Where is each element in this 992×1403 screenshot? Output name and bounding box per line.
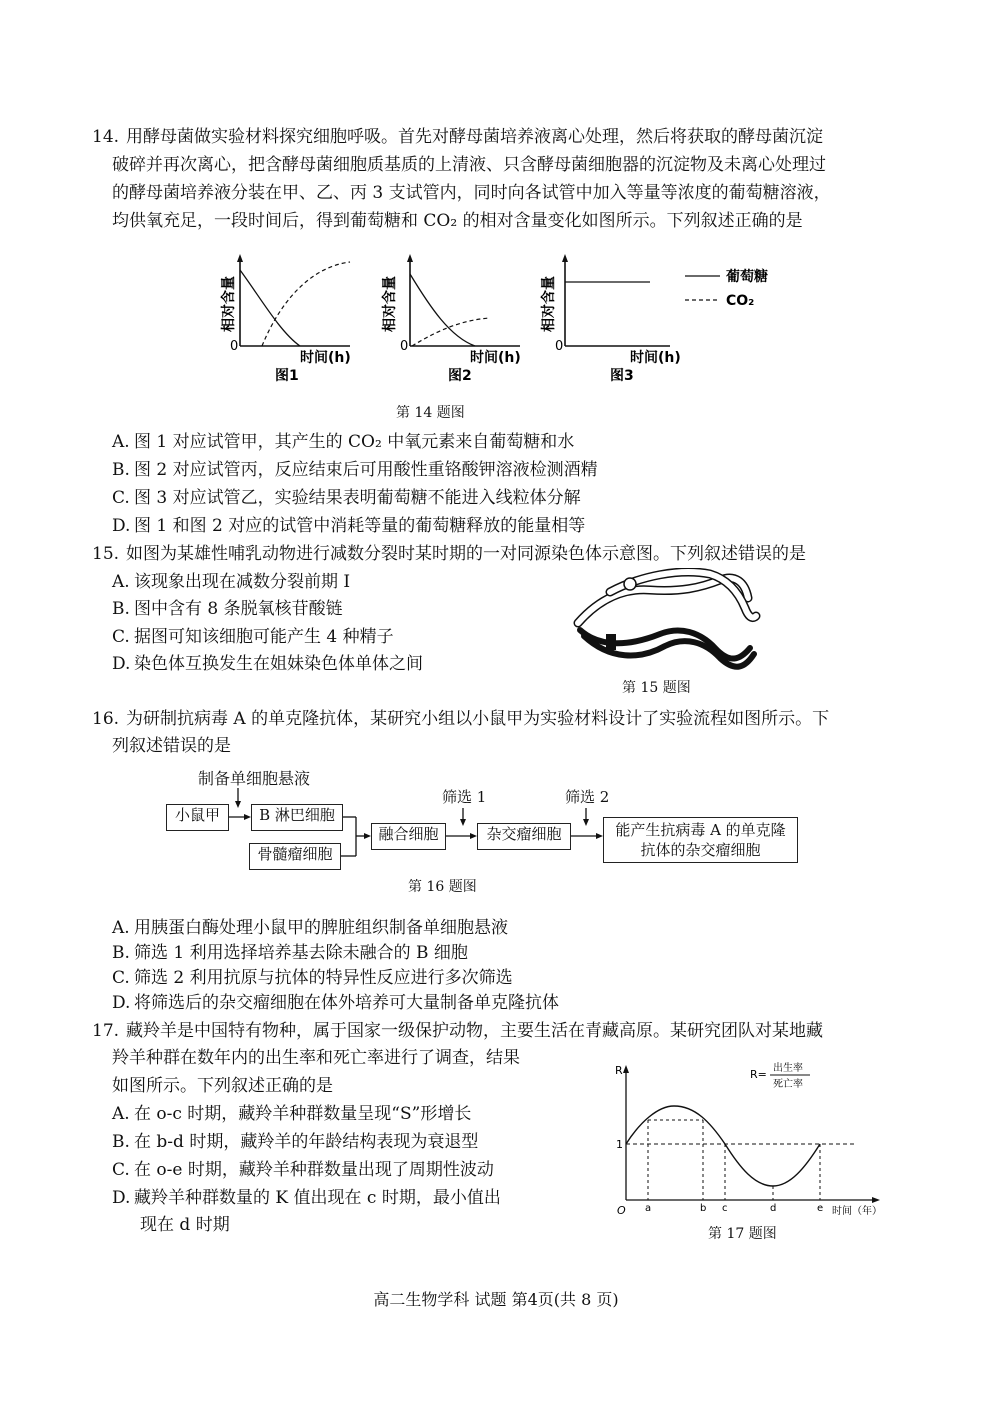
q17-option-c: C. 在 o-e 时期，藏羚羊种群数量出现了周期性波动 [112,1160,494,1180]
q15-option-a: A. 该现象出现在减数分裂前期 I [112,572,351,592]
q14-p2-xlabel: 时间(h) [470,350,521,366]
q16-box-mouse: 小鼠甲 [166,804,229,831]
q16-box-final-line-1: 能产生抗病毒 A 的单克隆 [615,821,786,839]
q14-option-c: C. 图 3 对应试管乙，实验结果表明葡萄糖不能进入线粒体分解 [112,488,581,508]
q17-option-d: D. 藏羚羊种群数量的 K 值出现在 c 时期，最小值出 [112,1188,501,1208]
q17-formula-denominator: 死亡率 [773,1079,803,1090]
q14-p3-origin: 0 [555,339,564,354]
q14-p2-glucose-curve [410,274,475,346]
q14-panel-3 [540,254,681,384]
q16-box-final-line-2: 抗体的杂交瘤细胞 [640,841,761,859]
q17-xtick-c: c [722,1203,728,1214]
q16-screen-2-label: 筛选 2 [565,788,610,806]
q14-p1-origin: 0 [230,339,239,354]
q16-box-hybridoma: 杂交瘤细胞 [477,823,571,850]
q16-option-c: C. 筛选 2 利用抗原与抗体的特异性反应进行多次筛选 [112,968,513,988]
q14-p1-title: 图1 [275,368,299,384]
q14-stem-line-4: 均供氧充足，一段时间后，得到葡萄糖和 CO₂ 的相对含量变化如图所示。下列叙述正确的是 [112,211,803,231]
q16-option-a: A. 用胰蛋白酶处理小鼠甲的脾脏组织制备单细胞悬液 [112,918,508,938]
q14-p2-ylabel: 相对含量 [382,276,398,332]
q16-box-final [603,817,798,863]
q14-stem-line-2: 破碎并再次离心，把含酵母菌细胞质基质的上清液、只含酵母菌细胞器的沉淀物及未离心处理过 [112,155,826,175]
q15-stem: 如图为某雄性哺乳动物进行减数分裂时某时期的一对同源染色体示意图。下列叙述错误的是 [126,544,806,564]
q16-number: 16. [92,709,120,729]
q14-p2-origin: 0 [400,339,409,354]
q14-p1-glucose-curve [240,270,300,346]
q14-number: 14. [92,127,120,147]
q17-formula-numerator: 出生率 [773,1063,803,1074]
q14-legend-glucose: 葡萄糖 [726,269,768,285]
q17-xtick-e: e [817,1203,824,1214]
q17-stem-line-2: 羚羊种群在数年内的出生率和死亡率进行了调查，结果 [112,1048,520,1068]
q14-p3-xlabel: 时间(h) [630,350,681,366]
q16-box-fusion: 融合细胞 [371,823,446,850]
q16-prep-label: 制备单细胞悬液 [198,769,311,788]
q17-r-curve [626,1106,820,1186]
q14-p1-ylabel: 相对含量 [221,276,237,332]
q17-xtick-d: d [770,1203,777,1214]
q14-legend [685,268,768,309]
q15-caption: 第 15 题图 [622,680,691,696]
q16-option-d: D. 将筛选后的杂交瘤细胞在体外培养可大量制备单克隆抗体 [112,993,559,1013]
q16-stem-line-1: 为研制抗病毒 A 的单克隆抗体，某研究小组以小鼠甲为实验材料设计了实验流程如图所示。下 [126,709,830,729]
q16-box-b-cell: B 淋巴细胞 [251,804,343,831]
q17-xtick-b: b [700,1203,707,1214]
q15-chromosome-figure [570,568,770,680]
q14-p1-xlabel: 时间(h) [300,350,351,366]
q17-yaxis-label: R [615,1064,623,1077]
q14-stem-line-1: 用酵母菌做实验材料探究细胞呼吸。首先对酵母菌培养液离心处理，然后将获取的酵母菌沉淀 [126,127,823,147]
q15-number: 15. [92,544,120,564]
q14-p3-ylabel: 相对含量 [541,276,557,332]
q17-origin: O [617,1204,626,1217]
q17-caption: 第 17 题图 [708,1226,777,1242]
q17-xlabel: 时间（年） [832,1206,882,1217]
q17-stem-line-1: 藏羚羊是中国特有物种，属于国家一级保护动物，主要生活在青藏高原。某研究团队对某地藏 [126,1021,823,1041]
q14-panel-2 [381,254,521,384]
q16-stem-line-2: 列叙述错误的是 [112,736,231,756]
q17-stem-line-3: 如图所示。下列叙述正确的是 [112,1076,333,1096]
q16-option-b: B. 筛选 1 利用选择培养基去除未融合的 B 细胞 [112,943,468,963]
q14-caption: 第 14 题图 [396,405,465,421]
q15-option-d: D. 染色体互换发生在姐妹染色体单体之间 [112,654,423,674]
q17-option-a: A. 在 o-c 时期，藏羚羊种群数量呈现“S”形增长 [112,1104,472,1124]
q14-legend-co2: CO₂ [726,293,755,309]
q16-box-myeloma: 骨髓瘤细胞 [249,843,341,870]
q16-caption: 第 16 题图 [408,879,477,895]
q14-p2-title: 图2 [448,368,472,384]
q14-p3-title: 图3 [610,368,634,384]
q14-option-d: D. 图 1 和图 2 对应的试管中消耗等量的葡萄糖释放的能量相等 [112,516,586,536]
q14-option-b: B. 图 2 对应试管丙，反应结束后可用酸性重铬酸钾溶液检测酒精 [112,460,598,480]
q16-screen-1-label: 筛选 1 [442,788,487,806]
q14-p2-co2-curve [412,318,490,346]
q17-r-chart [600,1060,900,1220]
q17-xtick-a: a [645,1203,652,1214]
q14-option-a: A. 图 1 对应试管甲，其产生的 CO₂ 中氧元素来自葡萄糖和水 [112,432,575,452]
q17-formula-lhs: R= [750,1068,767,1081]
q17-number: 17. [92,1021,120,1041]
q17-option-b: B. 在 b-d 时期，藏羚羊的年龄结构表现为衰退型 [112,1132,479,1152]
q17-option-d-cont: 现在 d 时期 [140,1215,230,1235]
q15-option-b: B. 图中含有 8 条脱氧核苷酸链 [112,599,343,619]
page-footer: 高二生物学科 试题 第4页(共 8 页) [373,1290,619,1309]
q14-p1-co2-curve [262,262,350,346]
q14-figure [200,252,800,392]
q17-one-tick: 1 [616,1138,623,1151]
q14-panel-1 [220,254,351,384]
q14-stem-line-3: 的酵母菌培养液分装在甲、乙、丙 3 支试管内，同时向各试管中加入等量等浓度的葡萄糖溶液， [112,183,831,203]
q15-option-c: C. 据图可知该细胞可能产生 4 种精子 [112,627,394,647]
